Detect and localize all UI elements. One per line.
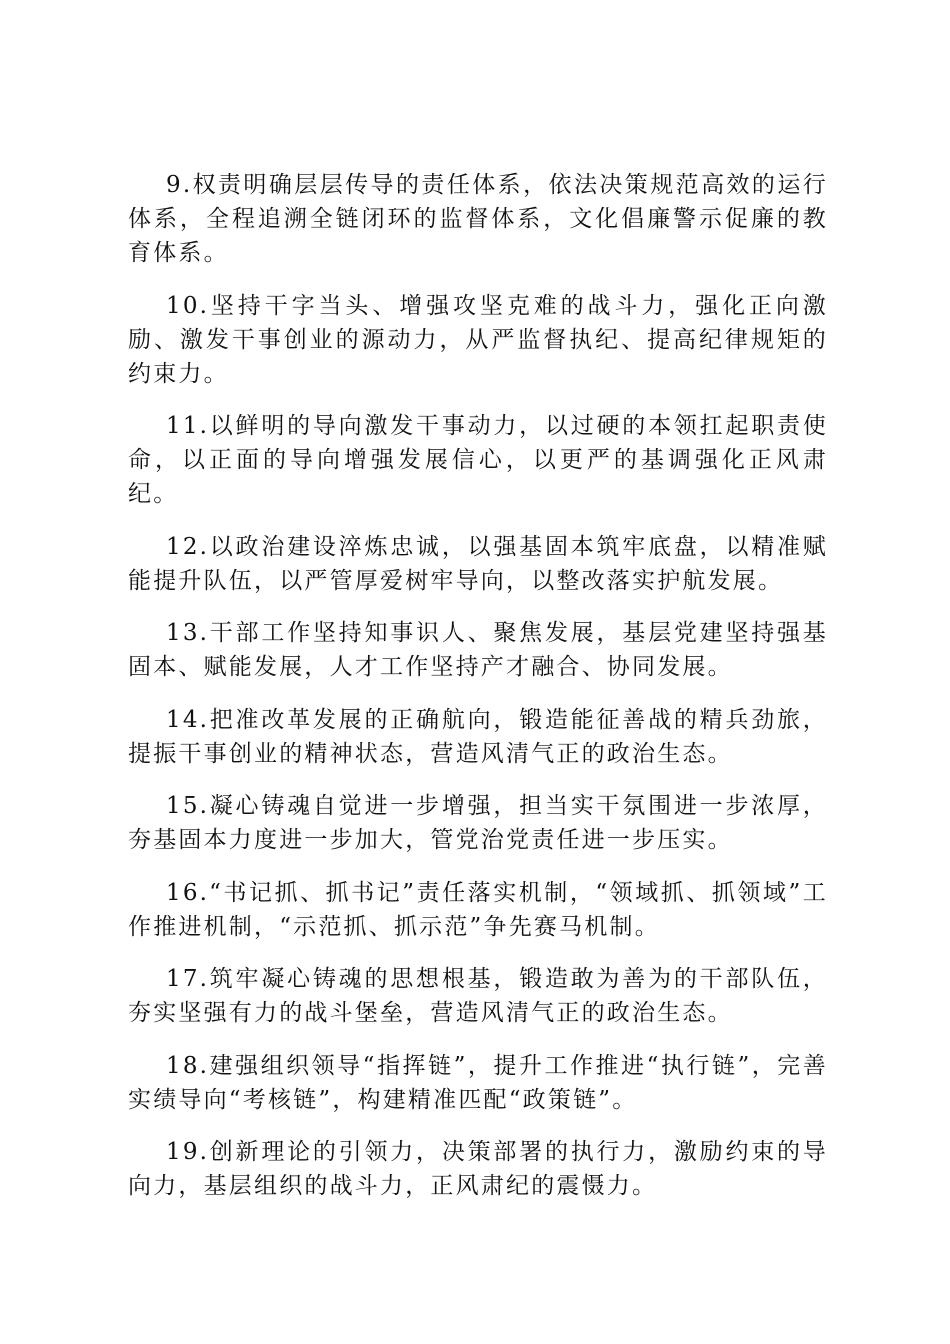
paragraph-15: 15.凝心铸魂自觉进一步增强，担当实干氛围进一步浓厚，夯基固本力度进一步加大，管党治党责任进一步压实。 xyxy=(128,793,828,853)
paragraph-11: 11.以鲜明的导向激发干事动力，以过硬的本领扛起职责使命，以正面的导向增强发展信心，以更严的基调强化正风肃纪。 xyxy=(128,413,828,507)
paragraph-10: 10.坚持干字当头、增强攻坚克难的战斗力，强化正向激励、激发干事创业的源动力，从严监督执纪、提高纪律规矩的约束力。 xyxy=(128,292,828,387)
document-body xyxy=(128,168,828,1222)
paragraph-13: 13.干部工作坚持知事识人、聚焦发展，基层党建坚持强基固本、赋能发展，人才工作坚持产才融合、协同发展。 xyxy=(128,620,828,680)
paragraph-12: 12.以政治建设淬炼忠诚，以强基固本筑牢底盘，以精准赋能提升队伍，以严管厚爱树牢导向，以整改落实护航发展。 xyxy=(128,533,828,594)
paragraph-19: 19.创新理论的引领力，决策部署的执行力，激励约束的导向力，基层组织的战斗力，正风肃纪的震慑力。 xyxy=(128,1139,828,1199)
paragraph-16: 16.“书记抓、抓书记”责任落实机制，“领域抓、抓领域”工作推进机制，“示范抓、抓示范”争先赛马机制。 xyxy=(128,879,828,940)
paragraph-14: 14.把准改革发展的正确航向，锻造能征善战的精兵劲旅，提振干事创业的精神状态，营造风清气正的政治生态。 xyxy=(128,706,828,767)
paragraph-9: 9.权责明确层层传导的责任体系，依法决策规范高效的运行体系，全程追溯全链闭环的监督体系，文化倡廉警示促廉的教育体系。 xyxy=(128,172,828,266)
paragraph-18: 18.建强组织领导“指挥链”，提升工作推进“执行链”，完善实绩导向“考核链”，构建精准匹配“政策链”。 xyxy=(128,1052,828,1113)
paragraph-17: 17.筑牢凝心铸魂的思想根基，锻造敢为善为的干部队伍，夯实坚强有力的战斗堡垒，营造风清气正的政治生态。 xyxy=(128,966,828,1026)
